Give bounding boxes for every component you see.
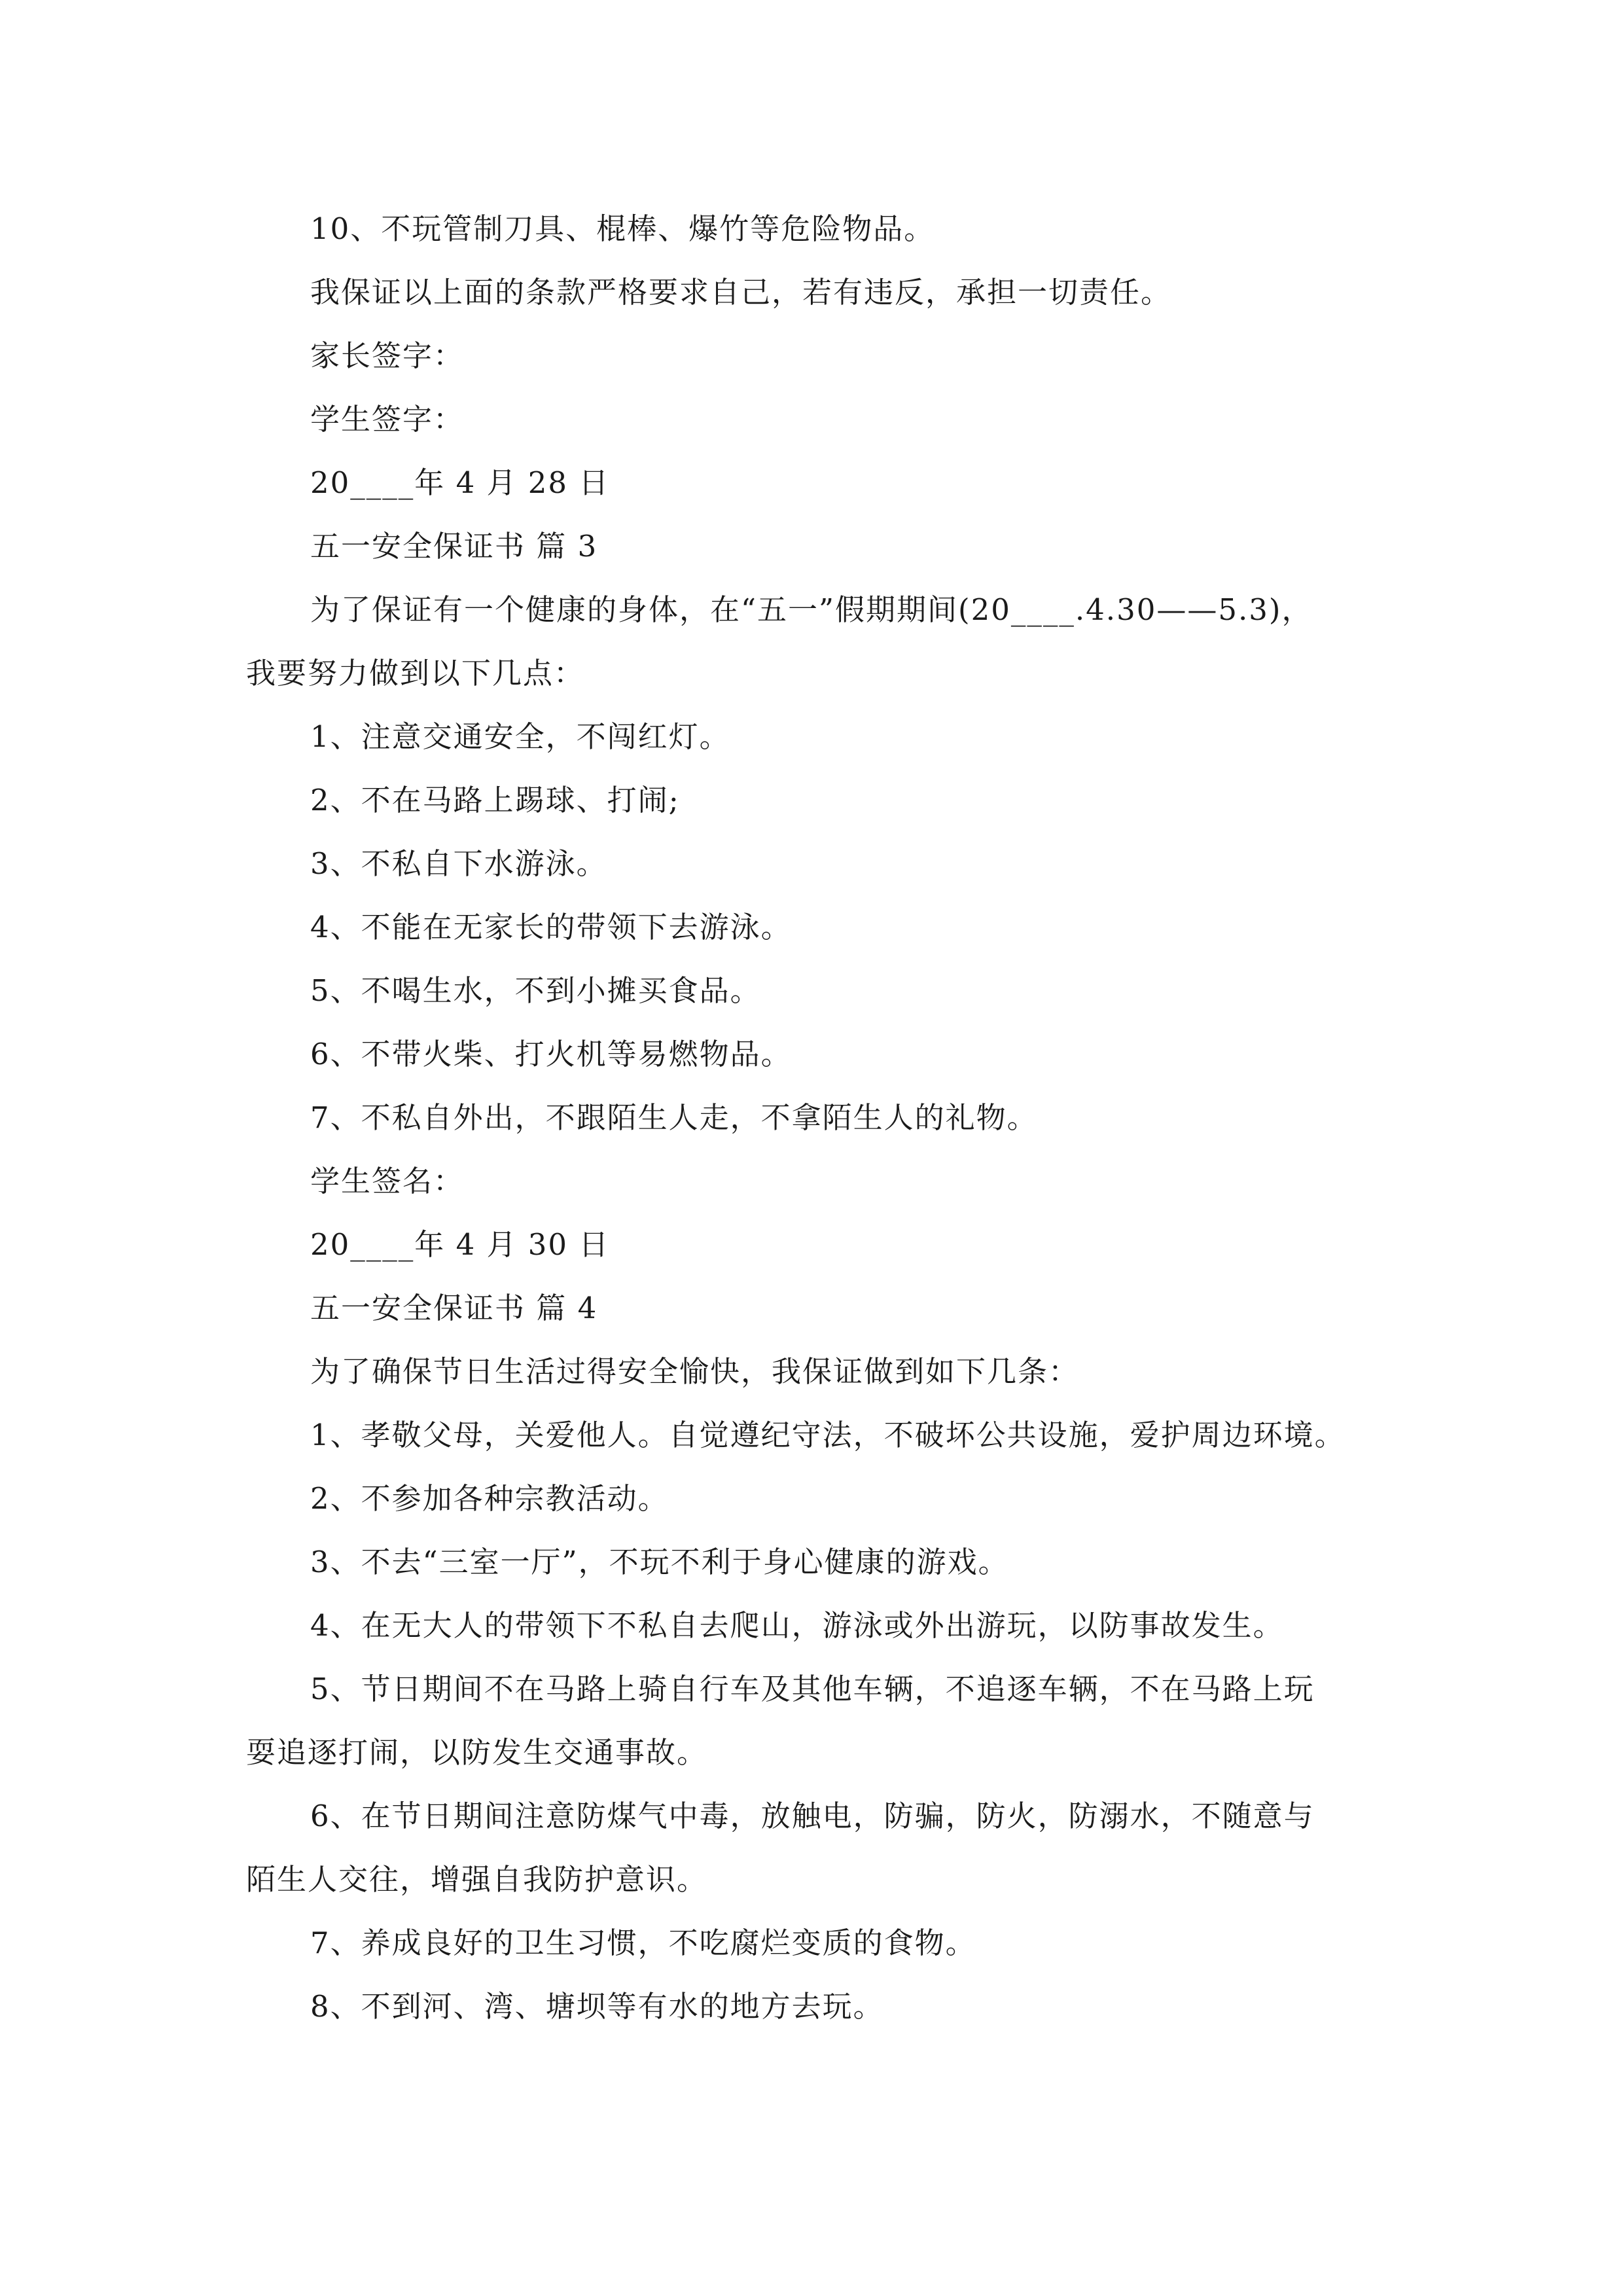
text-line: 为了确保节日生活过得安全愉快，我保证做到如下几条： [310, 1354, 1080, 1389]
list-item: 5、节日期间不在马路上骑自行车及其他车辆，不追逐车辆，不在马路上玩 [310, 1672, 1315, 1706]
list-item: 5、不喝生水，不到小摊买食品。 [310, 973, 761, 1008]
text-line: 为了保证有一个健康的身体，在“五一”假期期间(20____.4.30——5.3)， [310, 592, 1313, 627]
list-item: 2、不在马路上踢球、打闹; [310, 783, 680, 817]
list-item: 4、在无大人的带领下不私自去爬山，游泳或外出游玩，以防事故发生。 [310, 1608, 1284, 1643]
list-item: 7、不私自外出，不跟陌生人走，不拿陌生人的礼物。 [310, 1100, 1038, 1135]
text-line: 我保证以上面的条款严格要求自己，若有违反，承担一切责任。 [310, 275, 1172, 310]
text-line: 家长签字： [310, 338, 465, 373]
list-item: 2、不参加各种宗教活动。 [310, 1481, 669, 1516]
list-item: 6、不带火柴、打火机等易燃物品。 [310, 1037, 792, 1071]
text-line: 20____年 4 月 30 日 [310, 1227, 610, 1262]
text-line: 耍追逐打闹，以防发生交通事故。 [246, 1735, 708, 1770]
list-item: 8、不到河、湾、塘坝等有水的地方去玩。 [310, 1989, 884, 2024]
list-item: 1、孝敬父母，关爱他人。自觉遵纪守法，不破坏公共设施，爱护周边环境。 [310, 1418, 1346, 1452]
text-line: 我要努力做到以下几点： [246, 656, 585, 691]
text-line: 陌生人交往，增强自我防护意识。 [246, 1862, 708, 1897]
list-item: 3、不私自下水游泳。 [310, 846, 607, 881]
text-line: 学生签字： [310, 402, 465, 437]
section-heading: 五一安全保证书 篇 4 [310, 1291, 598, 1325]
list-item: 6、在节日期间注意防煤气中毒，放触电，防骗，防火，防溺水，不随意与 [310, 1799, 1315, 1833]
text-line: 学生签名： [310, 1164, 465, 1198]
list-item: 1、注意交通安全，不闯红灯。 [310, 719, 730, 754]
list-item: 3、不去“三室一厅”，不玩不利于身心健康的游戏。 [310, 1545, 1009, 1579]
list-item: 7、养成良好的卫生习惯，不吃腐烂变质的食物。 [310, 1926, 976, 1960]
text-line: 20____年 4 月 28 日 [310, 465, 610, 500]
text-line: 10、不玩管制刀具、棍棒、爆竹等危险物品。 [310, 211, 935, 246]
section-heading: 五一安全保证书 篇 3 [310, 529, 598, 564]
list-item: 4、不能在无家长的带领下去游泳。 [310, 910, 792, 944]
